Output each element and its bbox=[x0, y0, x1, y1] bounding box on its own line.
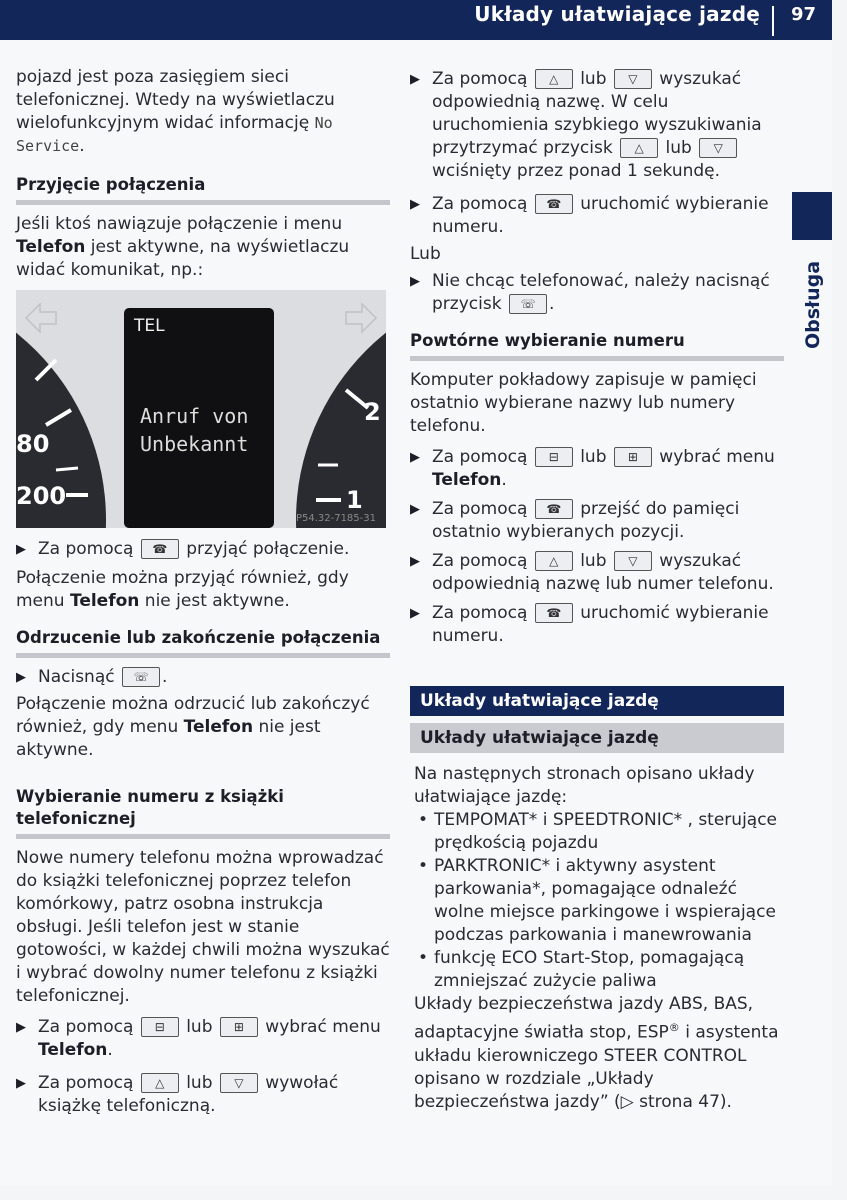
display-tel-label: TEL bbox=[134, 316, 165, 336]
arrow-up-key-icon: △ bbox=[141, 1073, 179, 1093]
heading-reject-call: Odrzucenie lub zakończenie połączenia bbox=[16, 627, 390, 658]
rpm-2-label: 2 bbox=[364, 398, 381, 426]
bullet-arrow-icon: ▶ bbox=[410, 606, 420, 621]
bullet-arrow-icon: ▶ bbox=[16, 1020, 26, 1035]
phone-call-key-icon: ☎ bbox=[141, 539, 179, 559]
bullet-arrow-icon: ▶ bbox=[410, 502, 420, 517]
chapter-label bbox=[800, 250, 826, 360]
menu-left-key-icon: ⊟ bbox=[535, 447, 573, 467]
list-item: • TEMPOMAT* i SPEEDTRONIC* , sterujące prędkością pojazdu bbox=[418, 810, 778, 853]
phone-call-key-icon: ☎ bbox=[535, 603, 573, 623]
right-column bbox=[410, 68, 784, 1114]
heading-redial: Powtórne wybieranie numeru bbox=[410, 330, 784, 361]
bullet-arrow-icon: ▶ bbox=[16, 670, 26, 685]
multifunction-display bbox=[124, 308, 274, 528]
section-subtitle-bar: Układy ułatwiające jazdę bbox=[410, 723, 784, 753]
phonebook-paragraph: Nowe numery telefonu można wprowadzać do książki telefonicznej poprzez telefon komórkowy, patrz osobna instrukcja obsługi. Jeśli telefon jest w stanie gotowości, w każdej chwili można wyszukać i wybrać dowolny numer telefonu z książki telefonicznej. bbox=[16, 848, 390, 1006]
phone-hangup-key-icon: ☏ bbox=[122, 667, 160, 687]
search-step: ▶ Za pomocą △ lub ▽ wyszukać odpowiednią nazwę. W celu uruchomienia szybkiego wyszukiwania przytrzymać przycisk △ lub ▽ wciśnięty przez ponad 1 sekundę. bbox=[410, 69, 762, 181]
accept-note: Połączenie można przyjąć również, gdy menu Telefon nie jest aktywne. bbox=[16, 568, 349, 611]
dashboard-display-image bbox=[16, 290, 386, 528]
redial-paragraph: Komputer pokładowy zapisuje w pamięci ostatnio wybierane nazwy lub numery telefonu. bbox=[410, 370, 757, 436]
phone-hangup-key-icon: ☏ bbox=[509, 294, 547, 314]
redial-step-3: ▶ Za pomocą △ lub ▽ wyszukać odpowiednią nazwę lub numer telefonu. bbox=[410, 551, 774, 594]
arrow-down-key-icon: ▽ bbox=[614, 551, 652, 571]
cancel-step: ▶ Nie chcąc telefonować, należy nacisnąć przycisk ☏ . bbox=[410, 271, 770, 314]
accept-paragraph: Jeśli ktoś nawiązuje połączenie i menu Telefon jest aktywne, na wyświetlaczu widać komunikat, np.: bbox=[16, 214, 350, 280]
image-code: P54.32-7185-31 bbox=[295, 513, 376, 524]
display-message: Anruf von Unbekannt bbox=[140, 404, 249, 456]
arrow-up-key-icon: △ bbox=[535, 69, 573, 89]
bullet-arrow-icon: ▶ bbox=[410, 274, 420, 289]
accept-step: ▶ Za pomocą ☎ przyjąć połączenie. bbox=[16, 539, 350, 559]
rpm-1-label: 1 bbox=[346, 486, 363, 514]
speed-80-label: 80 bbox=[16, 430, 50, 458]
no-service-code: No Service bbox=[16, 114, 333, 155]
systems-intro: Na następnych stronach opisano układy ułatwiające jazdę: bbox=[414, 764, 755, 807]
menu-left-key-icon: ⊟ bbox=[141, 1017, 179, 1037]
arrow-down-key-icon: ▽ bbox=[699, 138, 737, 158]
redial-step-4: ▶ Za pomocą ☎ uruchomić wybieranie numeru. bbox=[410, 603, 769, 646]
left-column bbox=[16, 66, 390, 1118]
arrow-down-key-icon: ▽ bbox=[614, 69, 652, 89]
bullet-arrow-icon: ▶ bbox=[410, 450, 420, 465]
arrow-up-key-icon: △ bbox=[535, 551, 573, 571]
bullet-arrow-icon: ▶ bbox=[16, 542, 26, 557]
list-item: • PARKTRONIC* i aktywny asystent parkowania*, pomagające odnaleźć wolne miejsce parkingowe i wspierające podczas parkowania i manewrowania bbox=[418, 856, 776, 945]
header-separator bbox=[772, 6, 774, 36]
phonebook-step-1: ▶ Za pomocą ⊟ lub ⊞ wybrać menu Telefon. bbox=[16, 1017, 381, 1060]
menu-right-key-icon: ⊞ bbox=[614, 447, 652, 467]
phone-call-key-icon: ☎ bbox=[535, 194, 573, 214]
bullet-arrow-icon: ▶ bbox=[410, 72, 420, 87]
heading-accept-call: Przyjęcie połączenia bbox=[16, 174, 390, 205]
reject-paragraph: Połączenie można odrzucić lub zakończyć również, gdy menu Telefon nie jest aktywne. bbox=[16, 694, 370, 760]
or-label: Lub bbox=[410, 244, 441, 264]
dial-step: ▶ Za pomocą ☎ uruchomić wybieranie numeru. bbox=[410, 194, 769, 237]
phone-call-key-icon: ☎ bbox=[535, 499, 573, 519]
right-arrow-icon bbox=[346, 304, 376, 332]
menu-right-key-icon: ⊞ bbox=[220, 1017, 258, 1037]
chapter-label-text: Obsługa bbox=[802, 260, 824, 350]
phonebook-step-2: ▶ Za pomocą △ lub ▽ wywołać książkę telefoniczną. bbox=[16, 1073, 339, 1116]
redial-step-1: ▶ Za pomocą ⊟ lub ⊞ wybrać menu Telefon. bbox=[410, 447, 775, 490]
arrow-up-key-icon: △ bbox=[620, 138, 658, 158]
redial-step-2: ▶ Za pomocą ☎ przejść do pamięci ostatnio wybieranych pozycji. bbox=[410, 499, 740, 542]
bullet-arrow-icon: ▶ bbox=[16, 1076, 26, 1091]
section-title-bar: Układy ułatwiające jazdę bbox=[410, 686, 784, 716]
list-item: • funkcję ECO Start-Stop, pomagającą zmniejszać zużycie paliwa bbox=[418, 948, 745, 991]
reject-step: ▶ Nacisnąć ☏ . bbox=[16, 667, 168, 687]
speed-200-label: 200 bbox=[16, 482, 67, 510]
bullet-arrow-icon: ▶ bbox=[410, 554, 420, 569]
arrow-down-key-icon: ▽ bbox=[220, 1073, 258, 1093]
page-header bbox=[0, 0, 832, 40]
page-number: 97 bbox=[790, 4, 816, 25]
heading-phonebook: Wybieranie numeru z książki telefonicznej bbox=[16, 786, 390, 839]
bullet-arrow-icon: ▶ bbox=[410, 197, 420, 212]
intro-paragraph: pojazd jest poza zasięgiem sieci telefonicznej. Wtedy na wyświetlaczu wielofunkcyjnym widać informację No Service. bbox=[16, 67, 335, 156]
safety-paragraph: Układy bezpieczeństwa jazdy ABS, BAS, adaptacyjne światła stop, ESP® i asystenta układu kierowniczego STEER CONTROL opisano w rozdziale „Układy bezpieczeństwa jazdy” (▷ strona 47). bbox=[414, 994, 779, 1112]
left-arrow-icon bbox=[26, 304, 56, 332]
header-title: Układy ułatwiające jazdę bbox=[474, 2, 760, 26]
chapter-tab bbox=[792, 192, 832, 240]
